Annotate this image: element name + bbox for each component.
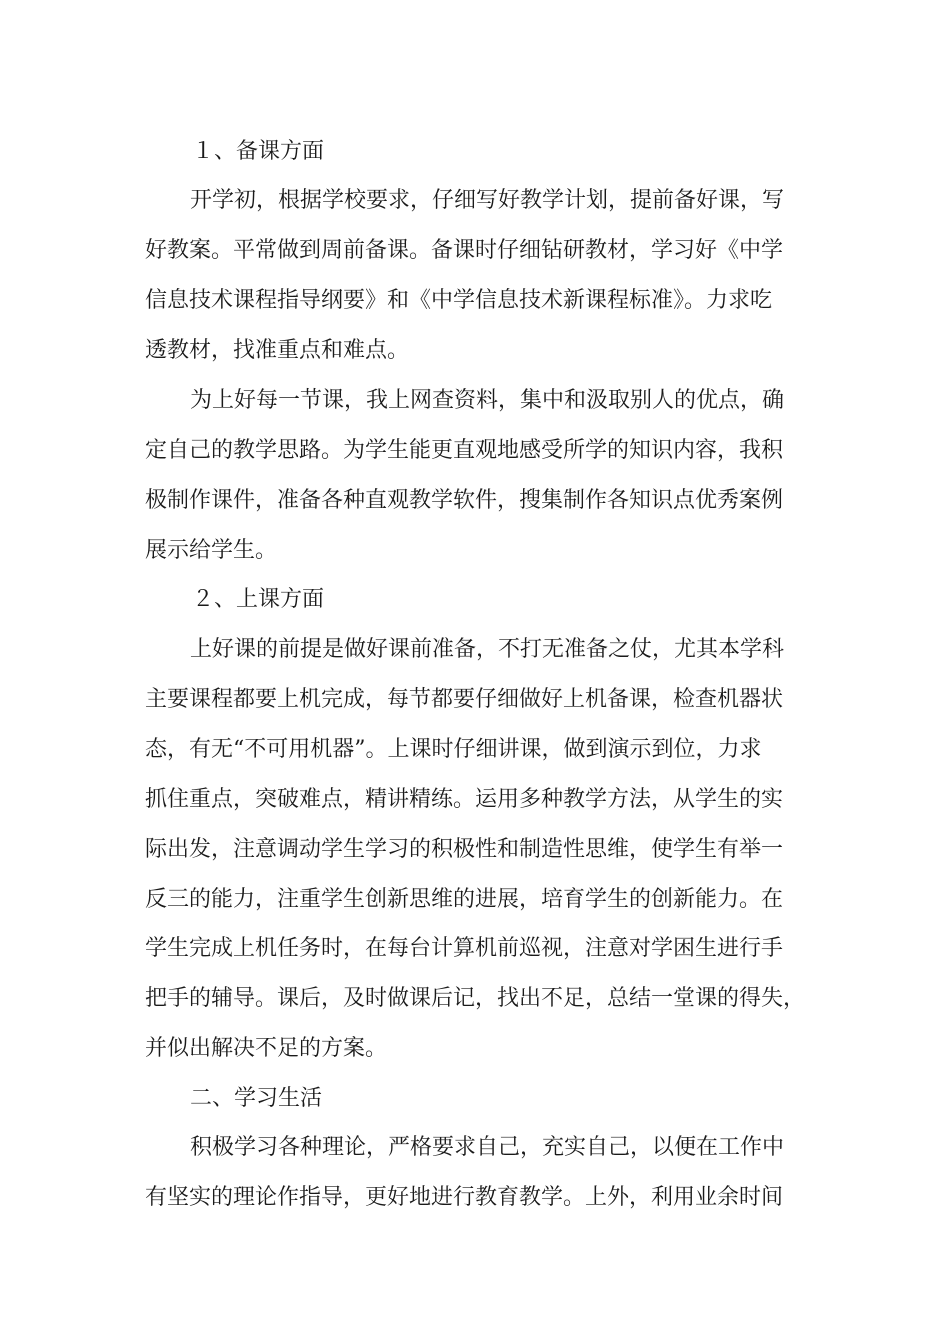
paragraph-line: 抓住重点，突破难点，精讲精练。运用多种教学方法，从学生的实 <box>145 787 784 812</box>
paragraph-line: 有坚实的理论作指导，更好地进行教育教学。上外，利用业余时间 <box>145 1185 784 1210</box>
paragraph-line: 积极学习各种理论，严格要求自己，充实自己，以便在工作中 <box>190 1135 785 1160</box>
paragraph-line: 透教材，找准重点和难点。 <box>145 338 410 363</box>
paragraph-line: 态，有无“不可用机器”。上课时仔细讲课，做到演示到位，力求 <box>145 737 762 762</box>
paragraph-line: 并似出解决不足的方案。 <box>145 1036 388 1061</box>
paragraph-line: 主要课程都要上机完成，每节都要仔细做好上机备课，检查机器状 <box>145 687 784 712</box>
paragraph-line: 反三的能力，注重学生创新思维的进展，培育学生的创新能力。在 <box>145 887 784 912</box>
section-heading-lesson-prep: １、备课方面 <box>192 139 325 164</box>
paragraph-line: 把手的辅导。课后，及时做课后记，找出不足，总结一堂课的得失， <box>145 986 806 1011</box>
paragraph-line: 开学初，根据学校要求，仔细写好教学计划，提前备好课，写 <box>190 188 785 213</box>
paragraph-line: 展示给学生。 <box>145 538 278 563</box>
paragraph-line: 上好课的前提是做好课前准备，不打无准备之仗，尤其本学科 <box>190 637 785 662</box>
paragraph-line: 定自己的教学思路。为学生能更直观地感受所学的知识内容，我积 <box>145 438 784 463</box>
paragraph-line: 信息技术课程指导纲要》和《中学信息技术新课程标准》。力求吃 <box>145 288 773 313</box>
paragraph-line: 为上好每一节课，我上网查资料，集中和汲取别人的优点，确 <box>190 388 785 413</box>
paragraph-line: 际出发，注意调动学生学习的积极性和制造性思维，使学生有举一 <box>145 837 784 862</box>
section-heading-study-life: 二、学习生活 <box>190 1086 323 1111</box>
section-heading-teaching: ２、上课方面 <box>192 587 325 612</box>
paragraph-line: 极制作课件，准备各种直观教学软件，搜集制作各知识点优秀案例 <box>145 488 784 513</box>
paragraph-line: 好教案。平常做到周前备课。备课时仔细钻研教材，学习好《中学 <box>145 238 784 263</box>
paragraph-line: 学生完成上机任务时，在每台计算机前巡视，注意对学困生进行手 <box>145 936 784 961</box>
